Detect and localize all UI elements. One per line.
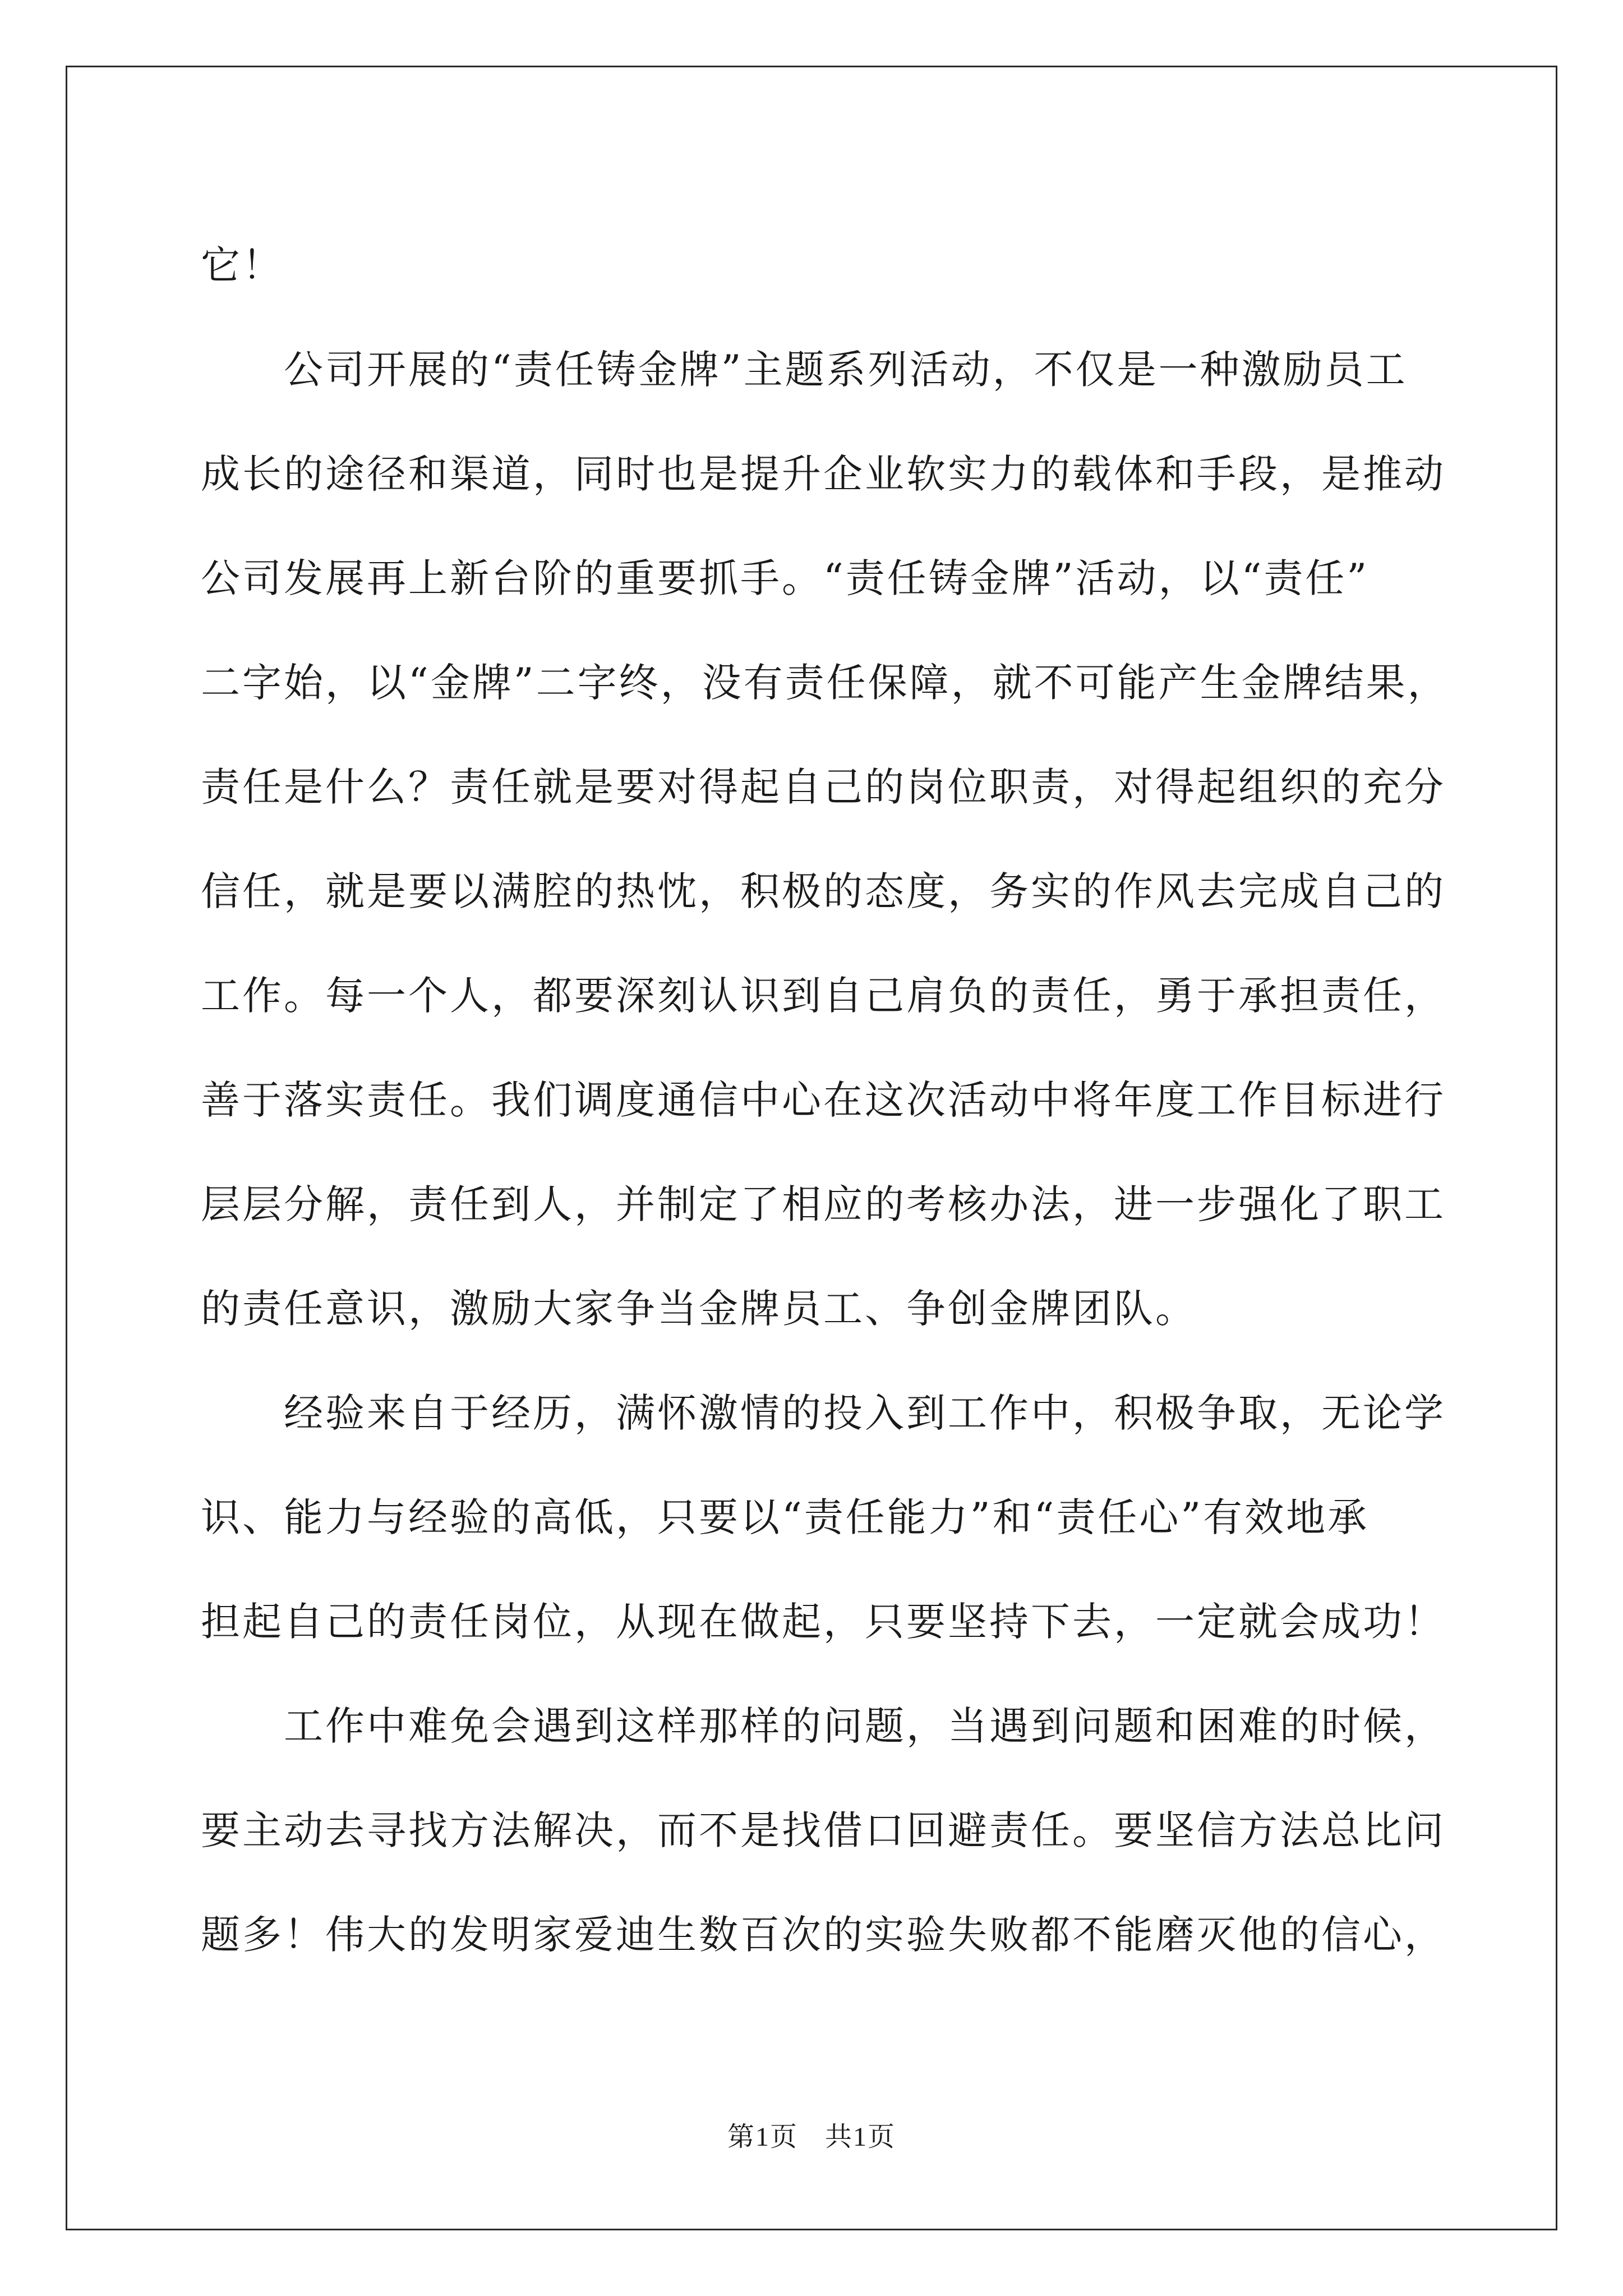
text-line: 要主动去寻找方法解决，而不是找借口回避责任。要坚信方法总比问 (201, 1807, 1446, 1853)
text-line: 层层分解，责任到人，并制定了相应的考核办法，进一步强化了职工 (201, 1181, 1446, 1227)
text-line: 善于落实责任。我们调度通信中心在这次活动中将年度工作目标进行 (201, 1077, 1446, 1123)
text-line: 题多！伟大的发明家爱迪生数百次的实验失败都不能磨灭他的信心， (201, 1912, 1446, 1958)
text-line: 担起自己的责任岗位，从现在做起，只要坚持下去，一定就会成功！ (201, 1599, 1446, 1645)
text-line: 的责任意识，激励大家争当金牌员工、争创金牌团队。 (201, 1286, 1197, 1332)
text-line: 它！ (201, 242, 284, 288)
paragraph-first-line: 工作中难免会遇到这样那样的问题，当遇到问题和困难的时候， (284, 1703, 1446, 1749)
page-number-current: 第1页 (727, 2122, 798, 2152)
text-line: 责任是什么？责任就是要对得起自己的岗位职责，对得起组织的充分 (201, 764, 1446, 810)
text-line: 公司发展再上新台阶的重要抓手。“责任铸金牌”活动，以“责任” (201, 555, 1370, 601)
document-body (201, 213, 1457, 1987)
text-line: 信任，就是要以满腔的热忱，积极的态度，务实的作风去完成自己的 (201, 868, 1446, 914)
text-line: 成长的途径和渠道，同时也是提升企业软实力的载体和手段，是推动 (201, 451, 1446, 497)
page-number-total: 共1页 (825, 2122, 896, 2152)
text-line: 识、能力与经验的高低，只要以“责任能力”和“责任心”有效地承 (201, 1494, 1370, 1540)
text-line: 工作。每一个人，都要深刻认识到自己肩负的责任，勇于承担责任， (201, 973, 1446, 1019)
text-line: 二字始，以“金牌”二字终，没有责任保障，就不可能产生金牌结果， (201, 660, 1449, 706)
paragraph-first-line: 经验来自于经历，满怀激情的投入到工作中，积极争取，无论学 (284, 1390, 1446, 1436)
paragraph-first-line: 公司开展的“责任铸金牌”主题系列活动，不仅是一种激励员工 (284, 347, 1408, 393)
page-footer (0, 2115, 1623, 2154)
